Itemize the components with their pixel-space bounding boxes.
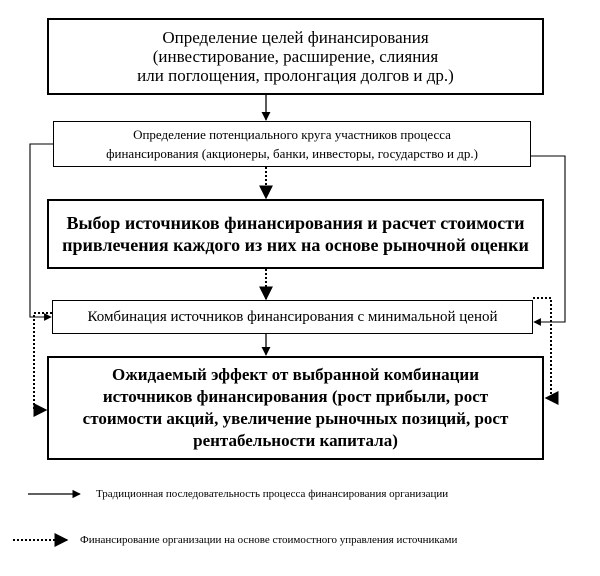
sources-line-1: Выбор источников финансирования и расчет стоимости [66, 213, 525, 233]
combination-line-1: Комбинация источников финансирования с минимальной ценой [87, 309, 498, 325]
sources-line-2: привлечения каждого из них на основе рыночной оценки [62, 235, 529, 255]
legend-solid-label: Традиционная последовательность процесса финансирования организации [96, 488, 449, 500]
goals-line-2: (инвестирование, расширение, слияния [152, 47, 439, 66]
effect-line-1: Ожидаемый эффект от выбранной комбинации [111, 365, 479, 384]
effect-line-2: источников финансирования (рост прибыли, рост [102, 387, 489, 406]
effect-line-3: стоимости акций, увеличение рыночных позиций, рост [82, 409, 509, 428]
combination-box [52, 300, 533, 334]
participants-line-2: финансирования (акционеры, банки, инвесторы, государство и др.) [106, 146, 478, 161]
goals-line-1: Определение целей финансирования [162, 28, 429, 47]
goals-line-3: или поглощения, пролонгация долгов и др.) [137, 66, 454, 85]
participants-box [53, 121, 531, 167]
goals-box [47, 18, 544, 95]
participants-line-1: Определение потенциального круга участников процесса [133, 127, 451, 142]
sources-box [47, 199, 544, 269]
effect-box [47, 356, 544, 460]
legend-dotted-label: Финансирование организации на основе стоимостного управления источниками [80, 534, 458, 546]
effect-line-4: рентабельности капитала) [193, 431, 398, 450]
